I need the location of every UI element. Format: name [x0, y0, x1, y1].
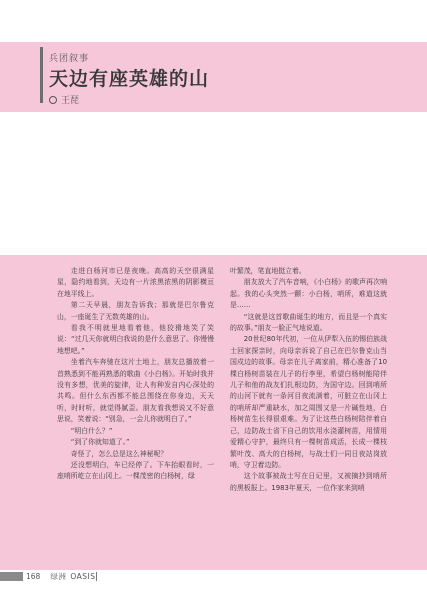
footer-bar	[0, 572, 23, 581]
left-column	[57, 266, 214, 483]
paragraph: 第二天早晨，朋友告诉我；那就是巴尔鲁克山，一座诞生了无数英雄的山。	[57, 301, 214, 321]
paragraph: 看我不明就里地看着他，他狡猾地笑了笑说：“过几天你就明白我说的是什么意思了。你慢慢地想吧。”	[57, 324, 214, 355]
page-footer	[0, 570, 427, 582]
paragraph: 还没想明白，车已经停了。下车抬眼看时，一座哨所屹立在山冈上。一棵茂密的白杨树，绿	[57, 460, 214, 481]
title-accent-rule	[40, 47, 43, 103]
magazine-name-en: OASIS	[70, 571, 96, 581]
right-column	[230, 266, 387, 494]
author-line	[49, 93, 79, 106]
page-number: 168	[26, 571, 41, 581]
footer-separator	[96, 572, 97, 581]
paragraph: 20世纪80年代初，一位从伊犁入伍的锡伯族战士回家探亲时，向母亲诉说了自己在巴尔鲁克山当国戍边的故事。母亲在儿子离家前，精心准备了10棵白杨树苗装在儿子的行李里，希望白杨树能陪伴儿子和他的战友们扎根边防，为国守边。回到哨所的山河下就有一条河目夜流淌着，可脏立在山冈上的哨所却严重缺水，加之周围又是一片碱性地，白杨树苗生长得很艰难。为了让这些白杨树陪伴着自己，边防战士省下自己的饮用水浇灌树苗，用情用爱精心守护，最终只有一棵树苗成活，长成一棵枝繁叶茂、高大的白杨树，与战士们一同日夜站岗放哨，守卫着边防。	[230, 335, 387, 469]
article-title: 天边有座英雄的山	[49, 68, 210, 90]
circle-bullet-icon	[49, 96, 57, 104]
paragraph: 坐着汽车奔驰在这片土地上，朋友总播放着一首熟悉到不能再熟悉的歌曲《小白杨》。开始时我并没有多想，优美的旋律，让人有种发自内心深处的共鸣。但什么东西都不能总围绕在你身边，天天听，时时听，就觉得腻歪。朋友看我想说又不好意思说，笑着说：“别急，一会儿你就明白了。”	[57, 358, 214, 424]
paragraph: “这就是这首歌曲诞生的地方，而且是一个真实的故事。”朋友一脸正气地说道。	[230, 312, 387, 333]
paragraph: 这个故事被战士写在日记里，又被摘抄到哨所的黑板报上。1983年夏天，一位作家来到哨	[230, 472, 387, 492]
author-name: 王琵	[61, 96, 80, 106]
magazine-name-cn: 绿洲	[50, 571, 67, 581]
paragraph: 奇怪了，怎么总是这么神秘呢？	[70, 449, 168, 458]
paragraph: 朋友放大了汽车音响，《小白杨》的歌声再次响起。我的心头突然一颤：小白杨，哨所，难道这就是……	[230, 278, 387, 310]
paragraph: 叶繁茂，笔直地挺立着。	[230, 267, 306, 275]
photo-area	[0, 112, 427, 255]
paragraph: “明白什么？”	[70, 426, 113, 435]
paragraph: 走进白杨河市已是夜晚。高高的天空很满星星，隐约地看到，天边有一片浓黑浓黑的阴影横亘在地平线上。	[57, 267, 214, 298]
paragraph: “到了你就知道了。”	[70, 438, 130, 447]
section-label: 兵团叙事	[49, 54, 90, 64]
